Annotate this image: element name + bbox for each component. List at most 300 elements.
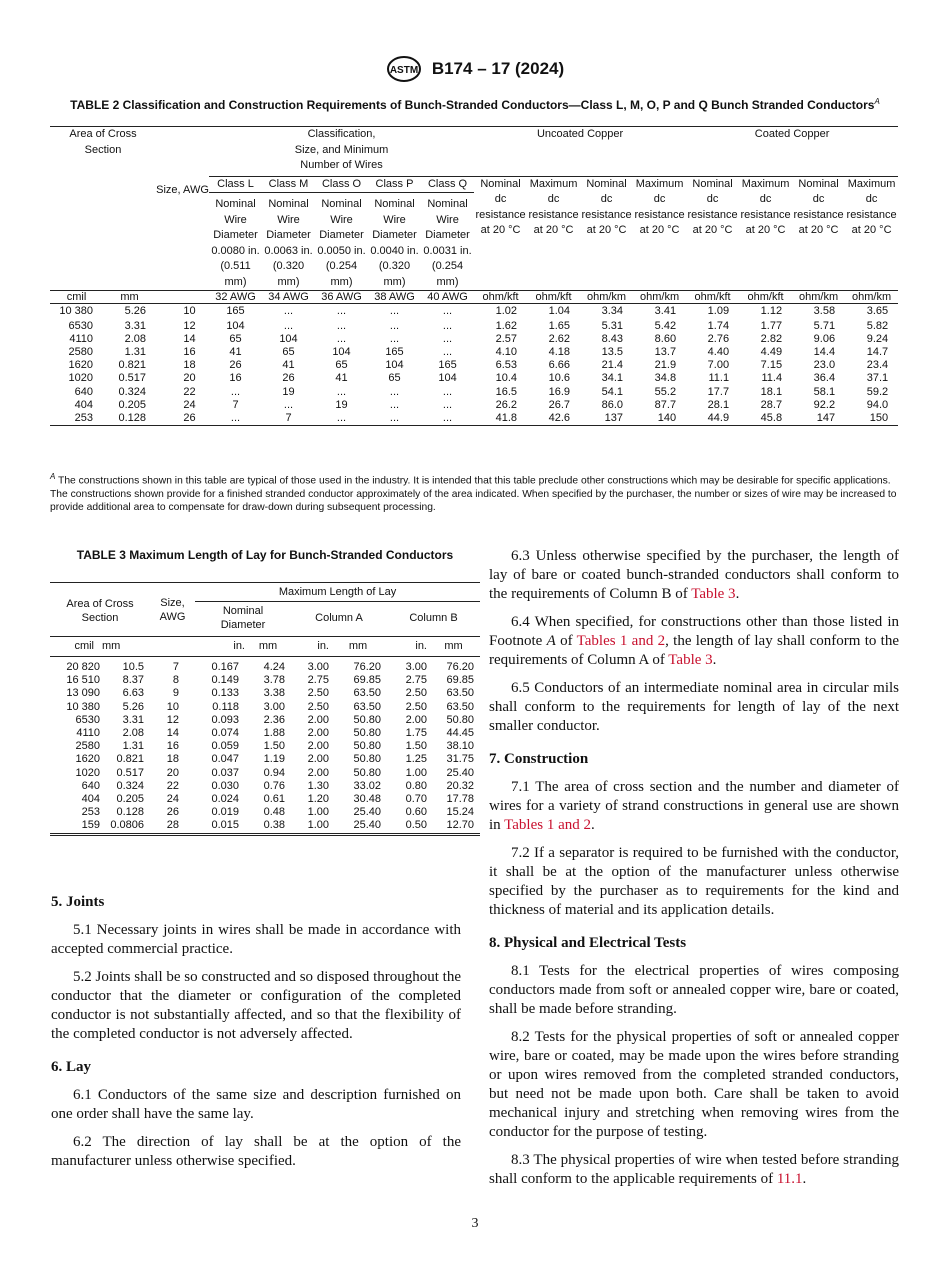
coated-copper-header: Coated Copper xyxy=(754,128,830,140)
table-cell: 1.30 xyxy=(307,779,329,792)
footnote-text: The constructions shown in this table are typical of those used in the industry. It is intended that this table preclude other constructions which may be desirable for specific applications. The constructions shown provide for a finished stranded conductor approximately of the area indicated. When specified by the purchaser, the number or sizes of wire may be increased to provide additional area to compensate for draw-down during subsequent processing. xyxy=(50,475,897,514)
table-cell: 20 xyxy=(183,372,196,385)
table-cell: ... xyxy=(336,319,347,332)
table-cell: 34.1 xyxy=(601,372,624,385)
table-cell: ... xyxy=(442,305,453,318)
table-cell: 13 090 xyxy=(66,687,100,700)
table-cell: 12 xyxy=(166,713,179,726)
table-cell: 9.06 xyxy=(813,332,836,345)
table-row xyxy=(50,687,480,700)
table-cell: 2.00 xyxy=(307,740,329,753)
table-cell: 7 xyxy=(172,661,179,673)
cross-reference-link[interactable]: Tables 1 and 2 xyxy=(504,817,591,833)
resistance-header: Maximum dc resistance at 20 °C xyxy=(740,177,791,236)
section-heading: 5. Joints xyxy=(51,894,105,910)
table-cell: 0.047 xyxy=(211,753,239,766)
footnote-mark: A xyxy=(50,472,56,481)
astm-logo-icon xyxy=(386,55,422,83)
section-heading: 7. Construction xyxy=(489,751,589,767)
table-cell: 10 xyxy=(166,700,179,713)
table-cell: 14 xyxy=(166,727,179,740)
text-segment: 8.3 The physical properties of wire when tested before stranding shall conform to the applicable requirements of xyxy=(489,1152,899,1187)
table-cell: 41 xyxy=(282,359,295,372)
table-cell: ... xyxy=(389,411,400,424)
text-segment: 5.1 Necessary joints in wires shall be made in accordance with accepted commercial practice. xyxy=(51,922,461,957)
table-cell: 1.04 xyxy=(548,305,571,318)
table-cell: ... xyxy=(389,319,400,332)
wire-diameter-header: Nominal Wire Diameter 0.0063 in. (0.320 mm) xyxy=(264,198,313,288)
table-cell: 14.4 xyxy=(813,345,836,358)
table-cell: 31.75 xyxy=(446,753,475,766)
resistance-header: Nominal dc resistance at 20 °C xyxy=(793,177,844,236)
table-cell: 13.7 xyxy=(654,345,677,358)
table-cell: 4.40 xyxy=(707,345,730,358)
table-cell: 104 xyxy=(332,345,351,358)
text-segment: . xyxy=(802,1171,807,1187)
table-cell: 4.18 xyxy=(548,345,571,358)
svg-text:ASTM: ASTM xyxy=(389,65,418,76)
table-cell: 26.2 xyxy=(495,398,518,411)
table-cell: 10.6 xyxy=(548,372,571,385)
table-cell: 16.9 xyxy=(548,385,571,398)
text-segment: 8.1 Tests for the electrical properties of wires composing conductors made from soft or annealed copper wire, bare or coated, shall be made before stranding. xyxy=(489,963,899,1017)
text-segment: . xyxy=(735,586,740,602)
page-number: 3 xyxy=(471,1216,479,1231)
unit-label: ohm/kft xyxy=(686,291,739,304)
table-cell: 0.80 xyxy=(405,779,427,792)
table-row xyxy=(50,412,898,426)
paragraph xyxy=(489,613,899,670)
table-cell: 16.5 xyxy=(495,385,518,398)
table-cell: 38.10 xyxy=(446,740,475,753)
size-header: Size, AWG xyxy=(156,184,209,196)
table-cell: 1020 xyxy=(75,766,100,779)
table3 xyxy=(50,582,480,836)
column-b-header: Column B xyxy=(409,612,458,624)
table-cell: 3.65 xyxy=(866,305,889,318)
cross-reference-link[interactable]: 11.1 xyxy=(776,1171,803,1187)
table-cell: 1020 xyxy=(68,372,93,385)
text-segment: 6.1 Conductors of the same size and description furnished on one order shall have the same lay. xyxy=(51,1087,461,1122)
table-cell: 1.00 xyxy=(405,766,427,779)
unit-label: ohm/km xyxy=(633,291,686,304)
paragraph xyxy=(489,1028,899,1142)
table2-title-text: TABLE 2 Classification and Construction Requirements of Bunch-Stranded Conductors—Class L, M, O, P and Q Bunch Stranded Conductors xyxy=(70,98,875,112)
table-cell: 140 xyxy=(657,411,677,424)
table-cell: 28.7 xyxy=(760,398,783,411)
table-cell: 2.08 xyxy=(122,727,144,740)
table-cell: 2.75 xyxy=(307,674,329,687)
table-cell: 58.1 xyxy=(813,385,836,398)
table2-footnote xyxy=(50,470,900,515)
unit-label: 36 AWG xyxy=(315,291,368,304)
table-cell: 1.25 xyxy=(405,753,427,766)
table-cell: 0.0806 xyxy=(110,819,144,832)
table-row xyxy=(50,346,898,359)
table-cell: 3.58 xyxy=(813,305,836,318)
max-lay-header: Maximum Length of Lay xyxy=(278,586,397,598)
table-cell: 26 xyxy=(183,411,196,424)
table-cell: ... xyxy=(442,332,453,345)
table-cell: 104 xyxy=(226,319,245,332)
table-row xyxy=(50,372,898,385)
table-cell: ... xyxy=(336,332,347,345)
table-cell: 1.62 xyxy=(495,319,518,332)
cross-reference-link[interactable]: Table 3 xyxy=(691,586,736,602)
table-cell: 1.75 xyxy=(405,727,427,740)
table-cell: 26 xyxy=(282,372,295,385)
table-cell: 1620 xyxy=(75,753,100,766)
table-cell: 1.00 xyxy=(307,819,329,832)
wire-diameter-header: Nominal Wire Diameter 0.0031 in. (0.254 mm) xyxy=(423,198,472,288)
paragraph xyxy=(489,1151,899,1189)
table-row xyxy=(50,806,480,819)
table-cell: 1.65 xyxy=(548,319,571,332)
table-cell: 1.19 xyxy=(263,753,285,766)
table-cell: 50.80 xyxy=(353,713,381,726)
paragraph xyxy=(489,844,899,920)
table-cell: 8.37 xyxy=(122,674,144,687)
text-segment: . xyxy=(591,817,595,833)
table-cell: 59.2 xyxy=(866,385,889,398)
paragraph xyxy=(489,679,899,736)
table-cell: 14.7 xyxy=(866,345,889,358)
table-cell: 0.61 xyxy=(263,793,285,806)
table-cell: 18.1 xyxy=(760,385,783,398)
paragraph xyxy=(489,778,899,835)
table-cell: 13.5 xyxy=(601,345,624,358)
column-a-header: Column A xyxy=(315,612,363,624)
table-cell: ... xyxy=(230,385,241,398)
class-header: Class Q xyxy=(421,176,474,193)
table-row xyxy=(50,740,480,753)
table-cell: 3.78 xyxy=(263,674,285,687)
table-cell: 11.4 xyxy=(761,372,783,385)
table-row xyxy=(50,333,898,346)
table-cell: 137 xyxy=(604,411,624,424)
text-segment: 6.2 The direction of lay shall be at the option of the manufacturer unless otherwise specified. xyxy=(51,1134,461,1169)
table-cell: 3.38 xyxy=(263,687,285,700)
table-cell: 0.205 xyxy=(116,793,144,806)
left-text-column xyxy=(51,893,461,1180)
table-cell: 0.821 xyxy=(118,359,146,372)
table-cell: 1.00 xyxy=(307,806,329,819)
table-cell: 0.128 xyxy=(118,411,146,424)
table-cell: 0.60 xyxy=(405,806,427,819)
table-cell: 69.85 xyxy=(353,674,381,687)
table-cell: 6530 xyxy=(68,319,93,332)
table-cell: 7.00 xyxy=(707,359,730,372)
table-cell: 10.5 xyxy=(122,661,144,673)
table-cell: 12 xyxy=(183,319,196,332)
table-cell: 45.8 xyxy=(760,411,783,424)
unit-label: 34 AWG xyxy=(262,291,315,304)
table-cell: 404 xyxy=(74,398,93,411)
table-row xyxy=(50,359,898,372)
table-row xyxy=(50,701,480,714)
table-cell: 5.71 xyxy=(813,319,836,332)
table-cell: 50.80 xyxy=(446,713,475,726)
table-cell: 37.1 xyxy=(866,372,889,385)
classification-header: Classification, Size, and Minimum Number of Wires xyxy=(294,128,389,171)
table-cell: 5.26 xyxy=(122,700,144,713)
table-cell: 44.9 xyxy=(707,411,730,424)
table-cell: 94.0 xyxy=(866,398,889,411)
table-cell: 16 xyxy=(183,345,196,358)
table-cell: 104 xyxy=(279,332,298,345)
table-cell: 22 xyxy=(166,779,179,792)
table-cell: 30.48 xyxy=(353,793,381,806)
table-cell: 41 xyxy=(229,345,242,358)
table-cell: ... xyxy=(283,319,294,332)
table-cell: 1.20 xyxy=(307,793,329,806)
table-cell: 1.88 xyxy=(263,727,285,740)
table2-title xyxy=(60,95,890,112)
table-cell: 0.019 xyxy=(211,806,239,819)
table-cell: 50.80 xyxy=(353,740,381,753)
table-cell: 2.50 xyxy=(307,687,329,700)
table-cell: 2.08 xyxy=(124,332,146,345)
table-cell: 41.8 xyxy=(495,411,518,424)
unit-label: ohm/km xyxy=(845,291,898,304)
table-cell: 3.00 xyxy=(307,661,329,673)
text-segment: . xyxy=(712,652,717,668)
table-cell: 9 xyxy=(172,687,179,700)
table-cell: 26 xyxy=(166,806,179,819)
table-cell: 5.42 xyxy=(654,319,677,332)
paragraph xyxy=(51,1133,461,1171)
table-cell: 25.40 xyxy=(353,806,381,819)
table-cell: 253 xyxy=(81,806,100,819)
table-cell: 1.74 xyxy=(707,319,730,332)
table-row xyxy=(50,793,480,806)
footnote-mark: A xyxy=(874,97,880,106)
table-cell: ... xyxy=(283,305,294,318)
text-segment: , the length of lay shall conform to the requirements of Column A of xyxy=(489,633,900,668)
table-cell: 63.50 xyxy=(446,687,475,700)
table-cell: 50.80 xyxy=(353,727,381,740)
unit-label: cmil xyxy=(50,637,102,657)
table-cell: 7.15 xyxy=(760,359,783,372)
table-cell: 2580 xyxy=(68,345,93,358)
table2 xyxy=(50,126,898,426)
table-cell: 0.093 xyxy=(211,713,239,726)
right-text-column xyxy=(489,547,899,1198)
unit-label: ohm/kft xyxy=(474,291,527,304)
table-cell: 2.00 xyxy=(405,713,427,726)
table-cell: 65 xyxy=(282,345,295,358)
text-segment: 6.5 Conductors of an intermediate nominal area in circular mils shall conform to the requirements for length of lay of the next smaller conductor. xyxy=(489,680,899,734)
table-cell: 0.133 xyxy=(211,687,239,700)
table-cell: 76.20 xyxy=(353,661,381,673)
unit-label: in. xyxy=(387,637,427,657)
table-cell: 1.31 xyxy=(124,345,146,358)
table-cell: 0.037 xyxy=(211,766,239,779)
table-cell: 1.50 xyxy=(405,740,427,753)
table-cell: 253 xyxy=(74,411,93,424)
table-cell: ... xyxy=(389,398,400,411)
table-cell: 20.32 xyxy=(446,779,475,792)
table-row xyxy=(50,386,898,399)
table-cell: 50.80 xyxy=(353,766,381,779)
table-cell: 0.015 xyxy=(211,819,239,832)
table-cell: 2.75 xyxy=(405,674,427,687)
paragraph xyxy=(51,968,461,1044)
table-cell: 2.00 xyxy=(307,727,329,740)
table-cell: 63.50 xyxy=(353,687,381,700)
table-cell: 6530 xyxy=(75,713,100,726)
table-cell: 147 xyxy=(816,411,836,424)
paragraph xyxy=(51,921,461,959)
table-cell: 0.517 xyxy=(116,766,144,779)
table-cell: 150 xyxy=(869,411,889,424)
table-cell: 4.24 xyxy=(263,661,285,673)
table-cell: 10 xyxy=(183,305,196,318)
table-cell: 15.24 xyxy=(446,806,475,819)
class-header: Class L xyxy=(209,176,262,193)
table-cell: 3.00 xyxy=(405,661,427,673)
table-cell: 18 xyxy=(166,753,179,766)
table-row xyxy=(50,767,480,780)
table-cell: 65 xyxy=(388,372,401,385)
table-cell: 0.821 xyxy=(116,753,144,766)
table-cell: 0.118 xyxy=(212,700,239,713)
table-cell: 2.50 xyxy=(405,687,427,700)
table-cell: 86.0 xyxy=(601,398,624,411)
table-cell: 165 xyxy=(438,359,457,372)
table-cell: 3.31 xyxy=(122,713,144,726)
table-cell: 4.10 xyxy=(495,345,518,358)
table-cell: 22 xyxy=(183,385,196,398)
table-row xyxy=(50,753,480,766)
table-cell: 2.82 xyxy=(760,332,783,345)
table-cell: 0.030 xyxy=(211,779,239,792)
section-heading: 6. Lay xyxy=(51,1059,92,1075)
text-segment: 6.4 When specified, for constructions other than those listed in Footnote xyxy=(489,614,899,649)
table-cell: 7 xyxy=(232,398,239,411)
table-cell: 2.57 xyxy=(495,332,518,345)
table-cell: 2.00 xyxy=(307,753,329,766)
table-cell: 6.53 xyxy=(495,359,518,372)
table-cell: 65 xyxy=(335,359,348,372)
table-cell: 7 xyxy=(285,411,292,424)
class-header: Class P xyxy=(368,176,421,193)
table-cell: 10.4 xyxy=(495,372,518,385)
table-cell: 0.167 xyxy=(211,661,239,673)
table-cell: 76.20 xyxy=(446,661,475,673)
table-cell: 20 820 xyxy=(66,661,100,673)
table-cell: 0.48 xyxy=(263,806,285,819)
table-row xyxy=(50,304,898,320)
table-cell: ... xyxy=(389,385,400,398)
unit-label: ohm/km xyxy=(792,291,845,304)
table-cell: ... xyxy=(336,385,347,398)
table-cell: 2.50 xyxy=(307,700,329,713)
table-cell: 5.26 xyxy=(124,305,146,318)
unit-label xyxy=(150,637,195,657)
text-segment: 8.2 Tests for the physical properties of soft or annealed copper wire, bare or coated, may be made upon the wires before stranding or upon wires removed from the completed stranded conductors, but need not be made upon both. Care shall be taken to avoid mechanical injury and stretching when removing wires from the conductor for the purpose of testing. xyxy=(489,1029,899,1140)
table-cell: 1.50 xyxy=(263,740,285,753)
table-cell: ... xyxy=(230,411,241,424)
table-cell: 1.31 xyxy=(122,740,144,753)
table-cell: 8.43 xyxy=(601,332,624,345)
table-cell: 104 xyxy=(385,359,404,372)
table-cell: 6.66 xyxy=(548,359,571,372)
table-cell: 63.50 xyxy=(353,700,381,713)
unit-label: in. xyxy=(291,637,329,657)
table-cell: 50.80 xyxy=(353,753,381,766)
nominal-diameter-header: Nominal Diameter xyxy=(220,605,266,631)
table-cell: 87.7 xyxy=(654,398,677,411)
table-cell: 4110 xyxy=(76,727,100,740)
table3-title: TABLE 3 Maximum Length of Lay for Bunch-Stranded Conductors xyxy=(76,548,454,562)
table-cell: 2.00 xyxy=(307,713,329,726)
table-cell: 19 xyxy=(282,385,295,398)
area-header: Area of Cross Section xyxy=(69,128,137,156)
table-cell: 1620 xyxy=(68,359,93,372)
table-cell: ... xyxy=(442,319,453,332)
table-cell: 640 xyxy=(74,385,93,398)
table-cell: ... xyxy=(442,411,453,424)
table-cell: 34.8 xyxy=(654,372,677,385)
table-cell: 17.7 xyxy=(707,385,730,398)
table-cell: 1.02 xyxy=(495,305,518,318)
table-cell: 11.1 xyxy=(708,372,730,385)
table-cell: 24 xyxy=(183,398,196,411)
text-segment: 6.3 Unless otherwise specified by the purchaser, the length of lay of bare or coated bunch-stranded conductors shall conform to the requirements of Column B of xyxy=(489,548,899,602)
cross-reference-link[interactable]: Tables 1 and 2 xyxy=(576,633,666,649)
table-row xyxy=(50,714,480,727)
table-row xyxy=(50,674,480,687)
cross-reference-link[interactable]: Table 3 xyxy=(668,652,713,668)
table-cell: 21.9 xyxy=(654,359,677,372)
text-segment: A xyxy=(546,633,556,649)
table-row xyxy=(50,399,898,412)
table-cell: 28 xyxy=(166,819,179,832)
table-cell: 0.517 xyxy=(118,372,146,385)
resistance-header: Maximum dc resistance at 20 °C xyxy=(634,177,685,236)
table-cell: 10 380 xyxy=(66,700,100,713)
table-cell: 9.24 xyxy=(866,332,889,345)
paragraph xyxy=(489,962,899,1019)
table-cell: 0.059 xyxy=(211,740,239,753)
wire-diameter-header: Nominal Wire Diameter 0.0050 in. (0.254 mm) xyxy=(317,198,366,288)
uncoated-copper-header: Uncoated Copper xyxy=(536,128,624,140)
unit-label: in. xyxy=(195,637,245,657)
table-cell: 21.4 xyxy=(601,359,624,372)
wire-diameter-header: Nominal Wire Diameter 0.0080 in. (0.511 mm) xyxy=(211,198,260,288)
table-cell: 24 xyxy=(166,793,179,806)
table-cell: 5.82 xyxy=(866,319,889,332)
text-segment: 7.1 The area of cross section and the number and diameter of wires for a variety of strand constructions in general use are shown in xyxy=(489,779,899,833)
table-cell: 33.02 xyxy=(353,779,381,792)
table-cell: 17.78 xyxy=(446,793,475,806)
table-cell: 0.128 xyxy=(116,806,144,819)
unit-label: mm xyxy=(245,637,291,657)
text-segment: 5.2 Joints shall be so constructed and so disposed throughout the conductor that the diameter or configuration of the completed conductor is not substantially affected, and so that the flexibility of the completed conductor is not adversely affected. xyxy=(51,969,461,1042)
text-segment: of xyxy=(555,633,577,649)
table-cell: ... xyxy=(442,345,453,358)
resistance-header: Maximum dc resistance at 20 °C xyxy=(528,177,579,236)
table-cell: 26.7 xyxy=(548,398,571,411)
table-cell: 20 xyxy=(166,766,179,779)
table-cell: 2580 xyxy=(75,740,100,753)
table-cell: 10 380 xyxy=(59,305,93,318)
unit-label: cmil xyxy=(50,291,103,304)
table-cell: 159 xyxy=(81,819,100,832)
wire-diameter-header: Nominal Wire Diameter 0.0040 in. (0.320 mm) xyxy=(370,198,419,288)
unit-label: ohm/km xyxy=(580,291,633,304)
